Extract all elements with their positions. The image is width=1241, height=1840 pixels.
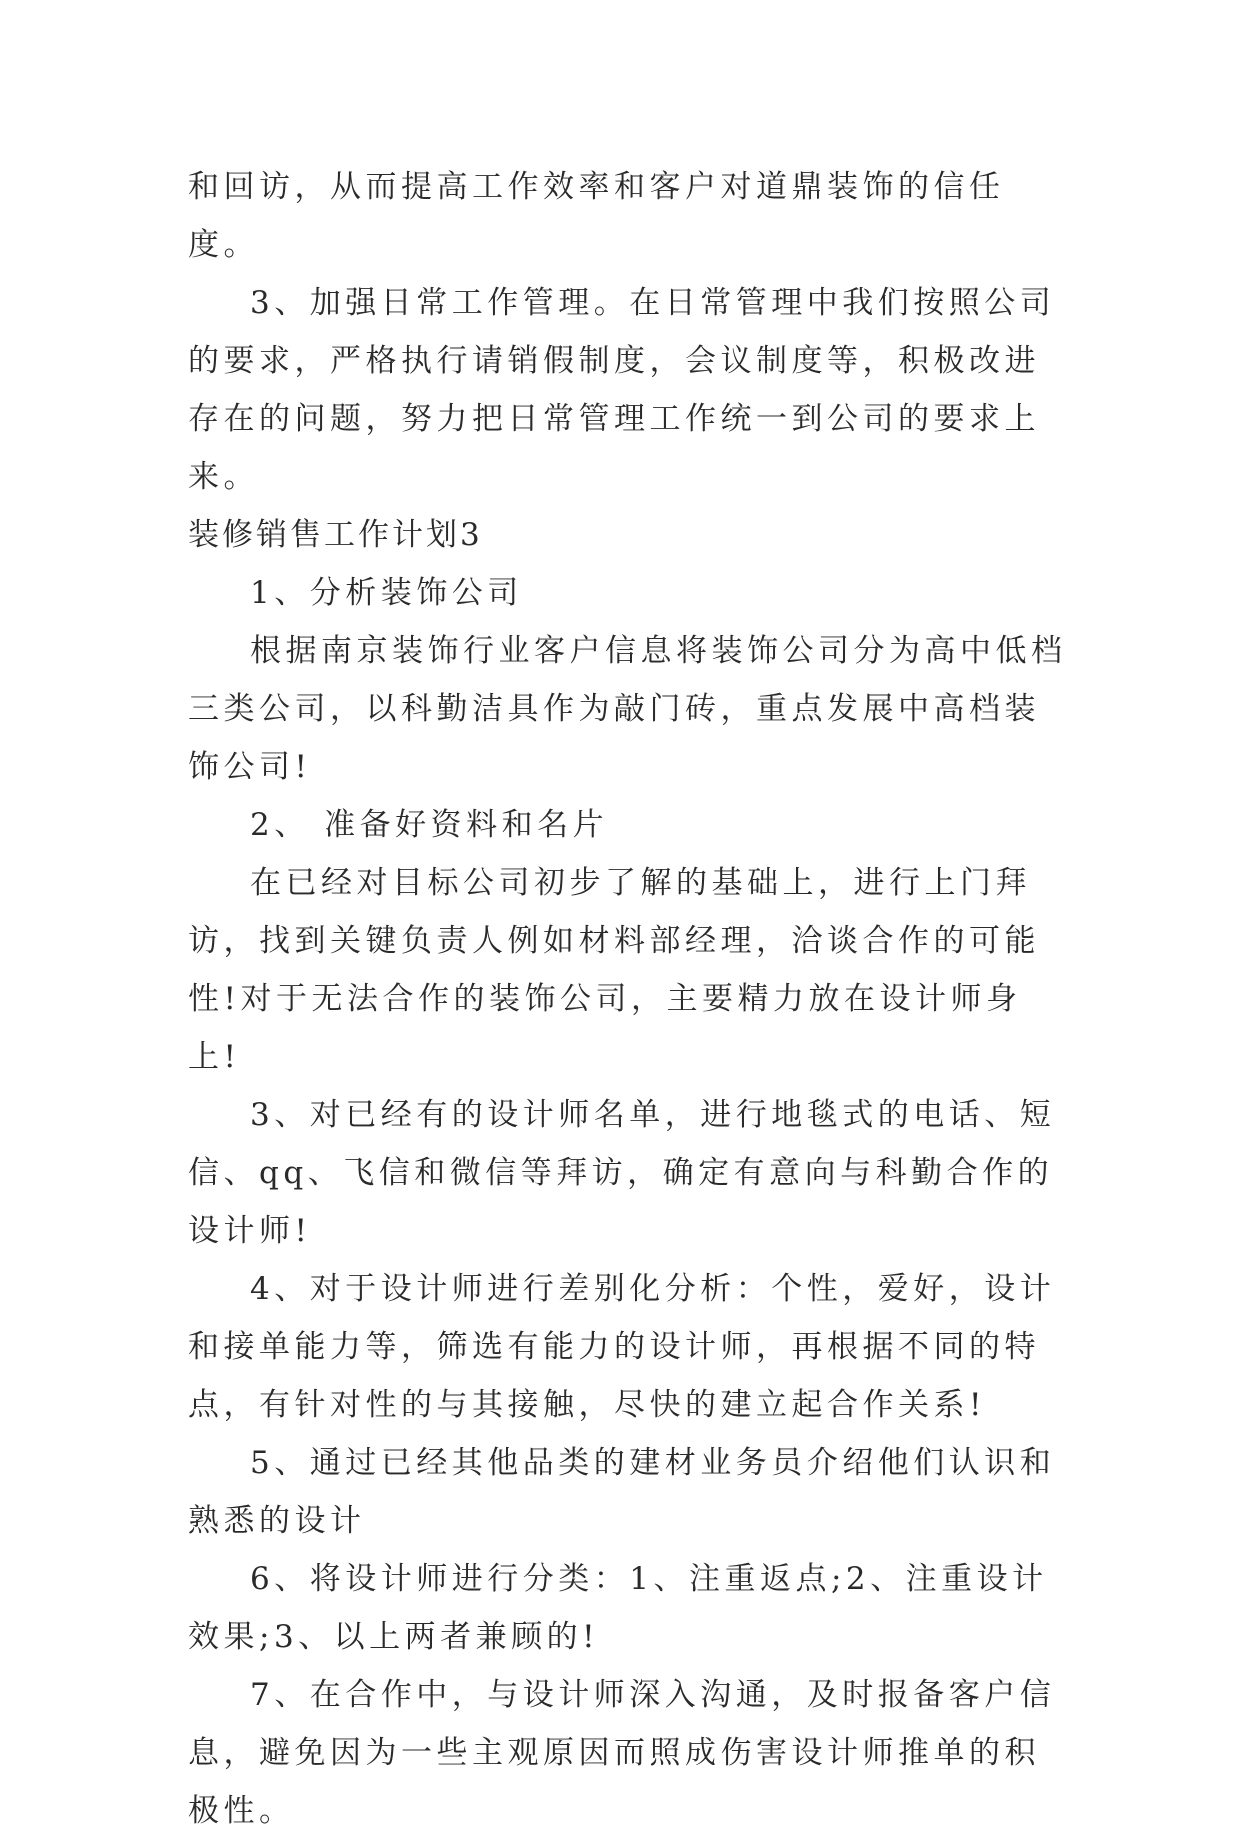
list-item: 3、对已经有的设计师名单，进行地毯式的电话、短信、qq、飞信和微信等拜访，确定有意向与科勤合作的设计师! [188, 1097, 1056, 1249]
paragraph: 根据南京装饰行业客户信息将装饰公司分为高中低档三类公司，以科勤洁具作为敲门砖，重点发展中高档装饰公司! [188, 633, 1067, 785]
paragraph: 和回访，从而提高工作效率和客户对道鼎装饰的信任度。 [188, 169, 1005, 263]
section-heading: 装修销售工作计划3 [188, 517, 483, 553]
list-item: 5、通过已经其他品类的建材业务员介绍他们认识和熟悉的设计 [188, 1445, 1056, 1539]
list-item: 6、将设计师进行分类：1、注重返点;2、注重设计效果;3、以上两者兼顾的! [188, 1561, 1048, 1655]
list-item-heading: 1、分析装饰公司 [250, 575, 523, 611]
list-item: 7、在合作中，与设计师深入沟通，及时报备客户信息，避免因为一些主观原因而照成伤害设计师推单的积极性。 [188, 1677, 1056, 1829]
paragraph: 3、加强日常工作管理。在日常管理中我们按照公司的要求，严格执行请销假制度，会议制度等，积极改进存在的问题，努力把日常管理工作统一到公司的要求上来。 [188, 285, 1056, 495]
paragraph: 在已经对目标公司初步了解的基础上，进行上门拜访，找到关键负责人例如材料部经理，洽谈合作的可能性!对于无法合作的装饰公司，主要精力放在设计师身上! [188, 865, 1040, 1075]
document-body [188, 158, 1068, 1840]
list-item: 4、对于设计师进行差别化分析：个性，爱好，设计和接单能力等，筛选有能力的设计师，再根据不同的特点，有针对性的与其接触，尽快的建立起合作关系! [188, 1271, 1056, 1423]
list-item-heading: 2、 准备好资料和名片 [250, 807, 609, 843]
